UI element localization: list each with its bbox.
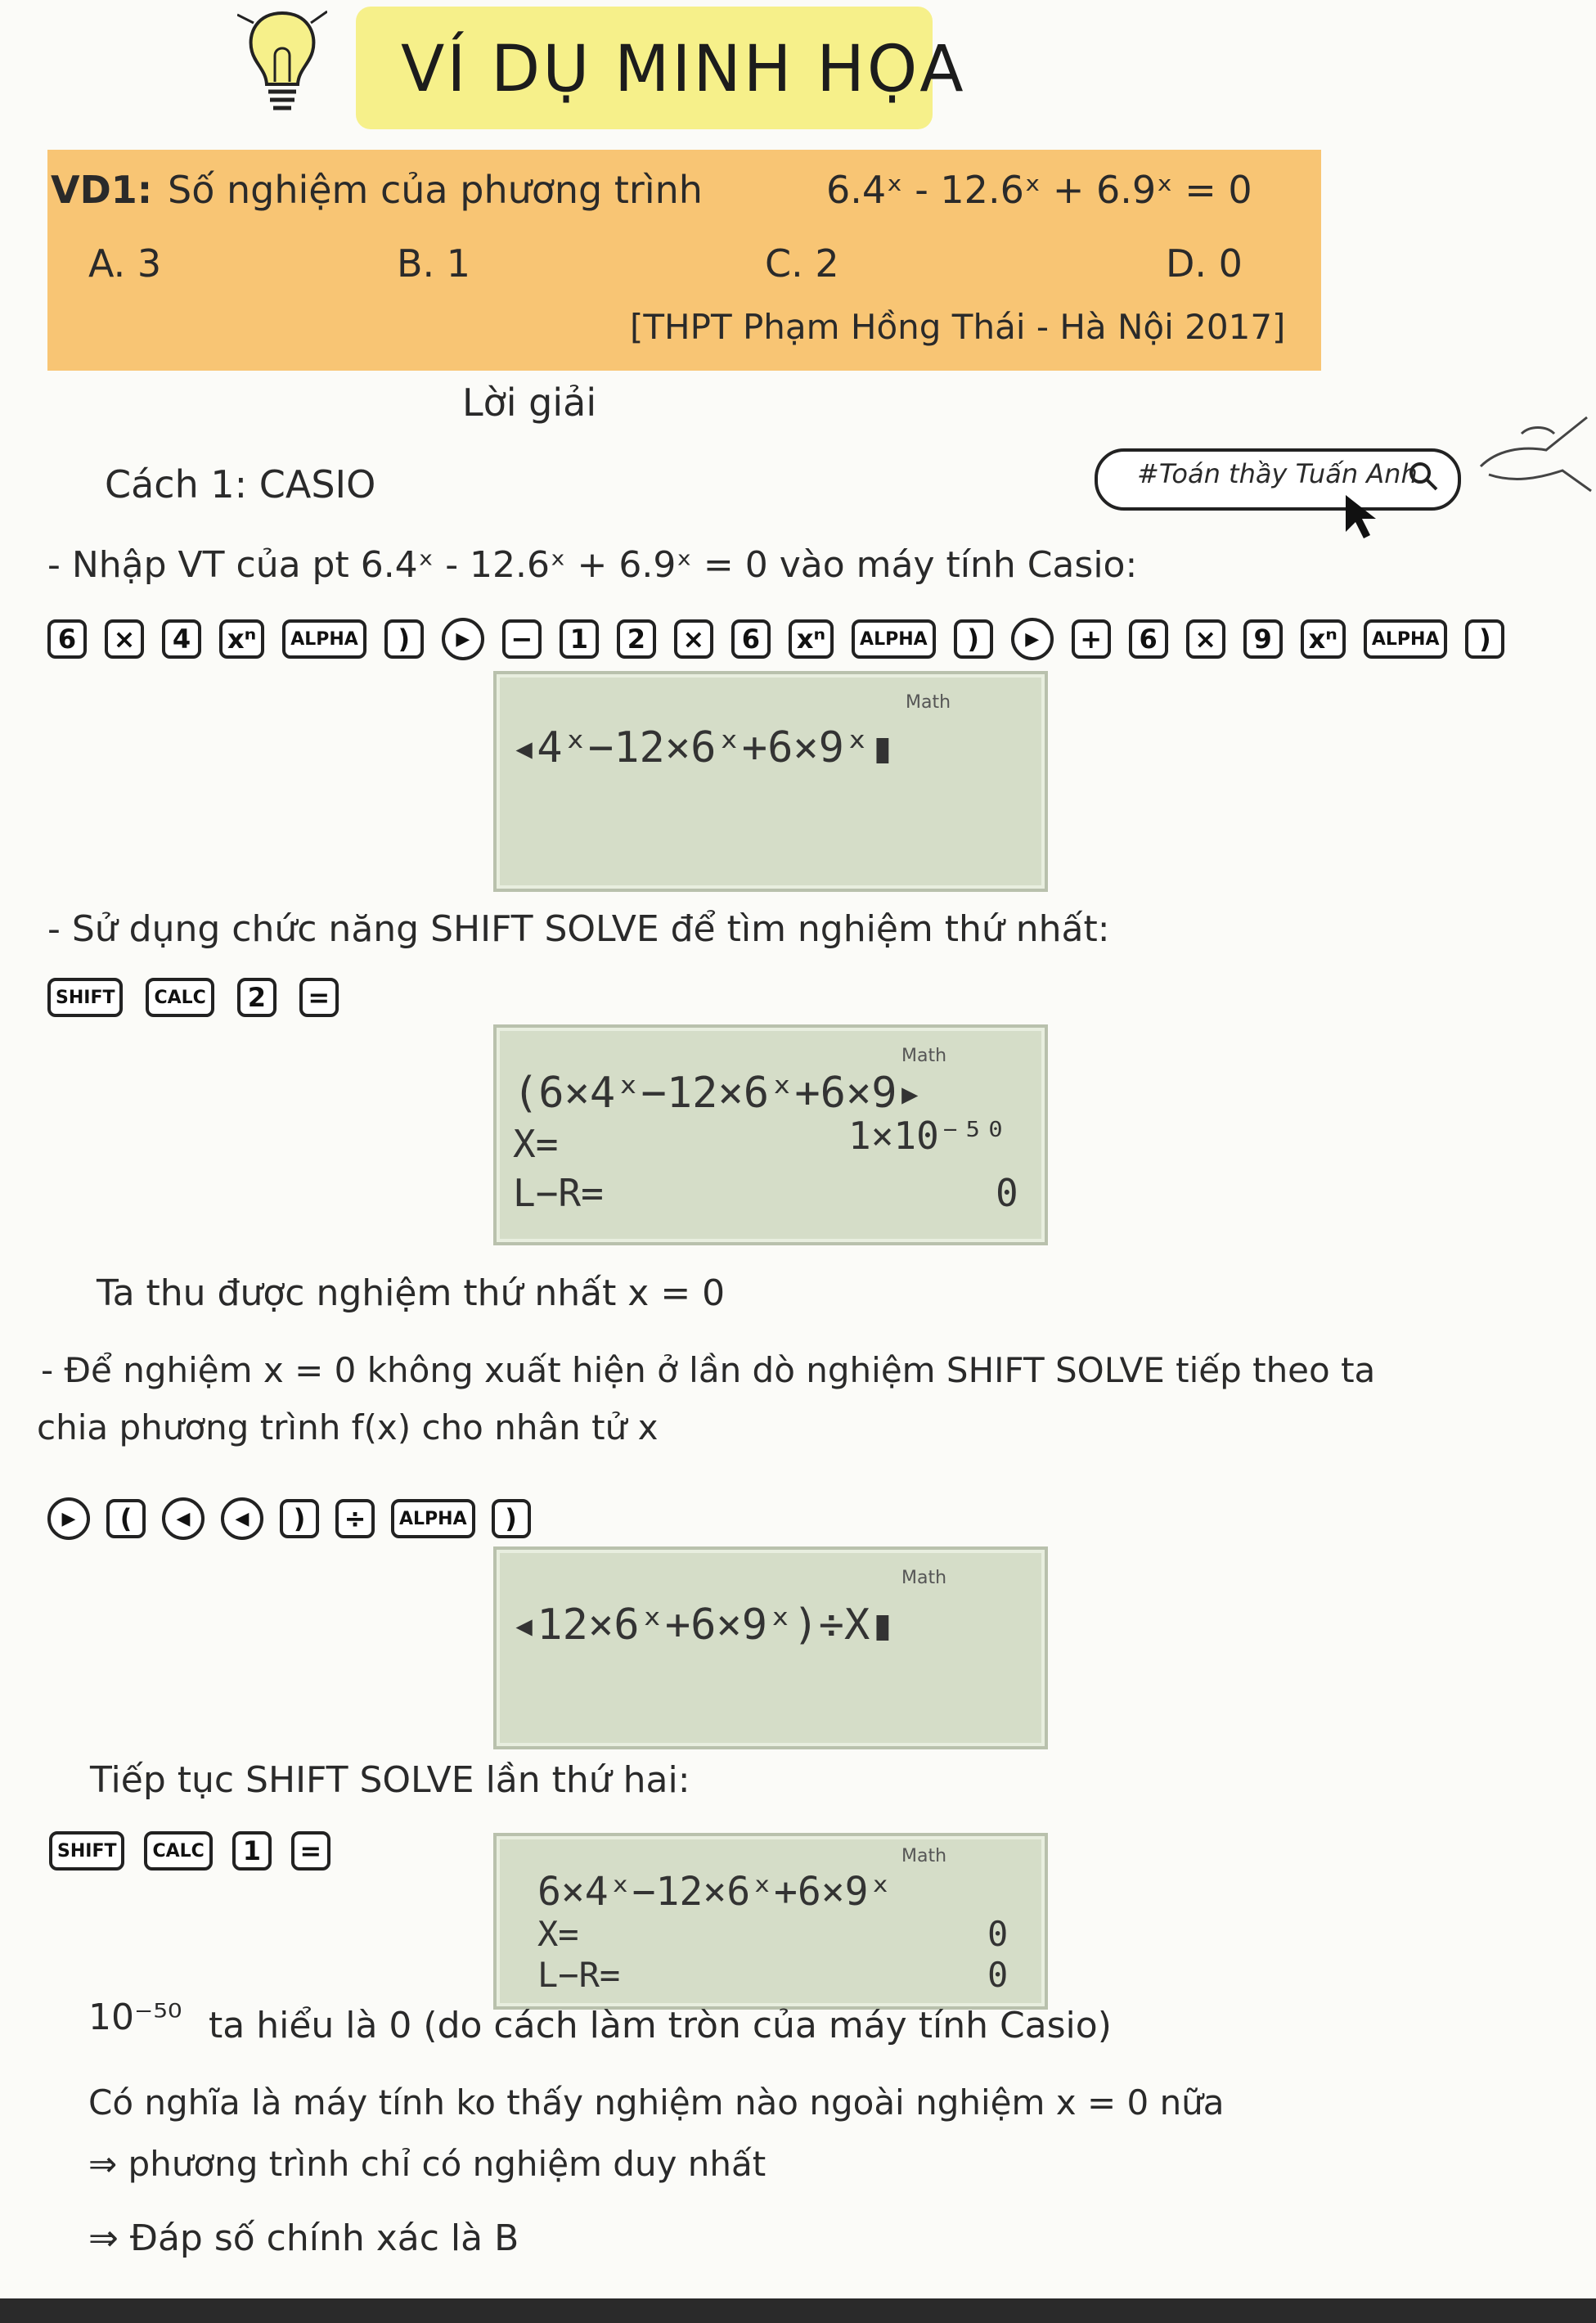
key-2[interactable]: 2	[617, 619, 656, 659]
key-sequence-2	[47, 978, 339, 1017]
step2-text: - Sử dụng chức năng SHIFT SOLVE để tìm nghiệm thứ nhất:	[47, 908, 1110, 950]
key-4[interactable]: 4	[162, 619, 201, 659]
cursor-icon	[1342, 491, 1382, 540]
screen-expression: (6×4ˣ−12×6ˣ+6×9▸	[513, 1069, 923, 1118]
problem-equation: 6.4ˣ - 12.6ˣ + 6.9ˣ = 0	[826, 168, 1252, 212]
screen-lr-label: L−R=	[513, 1171, 604, 1215]
step4-text-line1: - Để nghiệm x = 0 không xuất hiện ở lần dò nghiệm SHIFT SOLVE tiếp theo ta	[41, 1350, 1376, 1390]
conclusion-line2: ⇒ phương trình chỉ có nghiệm duy nhất	[88, 2144, 767, 2184]
key-multiply[interactable]: ×	[674, 619, 713, 659]
key-close-paren[interactable]: )	[384, 619, 424, 659]
key-1[interactable]: 1	[232, 1831, 272, 1871]
key-power[interactable]: xⁿ	[789, 619, 834, 659]
solution-heading: Lời giải	[462, 380, 597, 425]
option-a: A. 3	[88, 241, 162, 286]
key-alpha[interactable]: ALPHA	[391, 1499, 475, 1538]
hand-writing-icon	[1472, 401, 1595, 507]
page-title: VÍ DỤ MINH HỌA	[401, 33, 966, 106]
key-6[interactable]: 6	[47, 619, 87, 659]
key-9[interactable]: 9	[1243, 619, 1283, 659]
key-sequence-1	[47, 618, 1504, 660]
key-calc[interactable]: CALC	[144, 1831, 212, 1871]
key-open-paren[interactable]: (	[106, 1499, 146, 1538]
key-multiply[interactable]: ×	[105, 619, 144, 659]
screen-x-label: X=	[537, 1914, 579, 1954]
key-alpha[interactable]: ALPHA	[1364, 619, 1448, 659]
problem-source: [THPT Phạm Hồng Thái - Hà Nội 2017]	[630, 307, 1286, 347]
mode-indicator: Math	[901, 1046, 947, 1066]
key-right-arrow[interactable]: ▶	[442, 618, 484, 660]
method-heading: Cách 1: CASIO	[105, 462, 376, 506]
key-left-arrow[interactable]: ◀	[162, 1497, 205, 1540]
key-right-arrow[interactable]: ▶	[1011, 618, 1054, 660]
option-c: C. 2	[765, 241, 839, 286]
key-plus[interactable]: +	[1072, 619, 1111, 659]
screen-lr-value: 0	[987, 1955, 1009, 1995]
key-power[interactable]: xⁿ	[219, 619, 264, 659]
calculator-screen-3	[493, 1546, 1048, 1749]
key-1[interactable]: 1	[560, 619, 599, 659]
step1-text: - Nhập VT của pt 6.4ˣ - 12.6ˣ + 6.9ˣ = 0 vào máy tính Casio:	[47, 544, 1138, 586]
calculator-screen-2	[493, 1024, 1048, 1245]
problem-question: Số nghiệm của phương trình	[168, 168, 703, 212]
note-text: ta hiểu là 0 (do cách làm tròn của máy tính Casio)	[209, 2005, 1112, 2046]
key-minus[interactable]: −	[502, 619, 542, 659]
step3-text: Ta thu được nghiệm thứ nhất x = 0	[97, 1272, 726, 1314]
option-b: B. 1	[397, 241, 471, 286]
key-power[interactable]: xⁿ	[1301, 619, 1346, 659]
key-right-arrow[interactable]: ▶	[47, 1497, 90, 1540]
screen-lr-value: 0	[996, 1171, 1018, 1215]
key-multiply[interactable]: ×	[1186, 619, 1225, 659]
key-equals[interactable]: =	[299, 978, 339, 1017]
mode-indicator: Math	[901, 1568, 947, 1588]
search-icon[interactable]	[1405, 458, 1441, 494]
screen-x-label: X=	[513, 1122, 559, 1166]
screen-lr-label: L−R=	[537, 1955, 621, 1995]
search-label: #Toán thầy Tuấn Anh	[1137, 458, 1418, 489]
bottom-bar	[0, 2298, 1596, 2323]
key-alpha[interactable]: ALPHA	[282, 619, 366, 659]
calculator-screen-1	[493, 671, 1048, 892]
step4-text-line2: chia phương trình f(x) cho nhân tử x	[37, 1407, 659, 1447]
mode-indicator: Math	[906, 692, 951, 713]
screen-expression: ◂4ˣ−12×6ˣ+6×9ˣ▮	[511, 723, 896, 772]
key-6[interactable]: 6	[1129, 619, 1168, 659]
problem-label: VD1:	[51, 168, 153, 212]
screen-x-value: 0	[987, 1914, 1009, 1954]
key-6[interactable]: 6	[731, 619, 771, 659]
key-left-arrow[interactable]: ◀	[221, 1497, 263, 1540]
key-shift[interactable]: SHIFT	[47, 978, 123, 1017]
key-close-paren[interactable]: )	[1465, 619, 1504, 659]
key-close-paren[interactable]: )	[492, 1499, 531, 1538]
key-sequence-4	[49, 1831, 330, 1871]
key-equals[interactable]: =	[291, 1831, 330, 1871]
screen-x-value: 1×10⁻⁵⁰	[848, 1114, 1007, 1158]
screen-expression: ◂12×6ˣ+6×9ˣ)÷X▮	[511, 1600, 896, 1650]
lightbulb-icon	[237, 7, 327, 121]
conclusion-line3: ⇒ Đáp số chính xác là B	[88, 2217, 519, 2259]
conclusion-line1: Có nghĩa là máy tính ko thấy nghiệm nào ngoài nghiệm x = 0 nữa	[88, 2082, 1225, 2123]
calculator-screen-4	[493, 1833, 1048, 2010]
key-close-paren[interactable]: )	[280, 1499, 319, 1538]
option-d: D. 0	[1166, 241, 1243, 286]
key-close-paren[interactable]: )	[954, 619, 993, 659]
key-divide[interactable]: ÷	[335, 1499, 375, 1538]
key-sequence-3	[47, 1497, 531, 1540]
screen-expression: 6×4ˣ−12×6ˣ+6×9ˣ	[537, 1869, 892, 1915]
key-alpha[interactable]: ALPHA	[852, 619, 936, 659]
key-calc[interactable]: CALC	[146, 978, 214, 1017]
key-shift[interactable]: SHIFT	[49, 1831, 124, 1871]
note-exponent: 10⁻⁵⁰	[88, 1997, 182, 2038]
mode-indicator: Math	[901, 1846, 947, 1866]
step5-text: Tiếp tục SHIFT SOLVE lần thứ hai:	[90, 1759, 690, 1801]
key-2[interactable]: 2	[237, 978, 276, 1017]
